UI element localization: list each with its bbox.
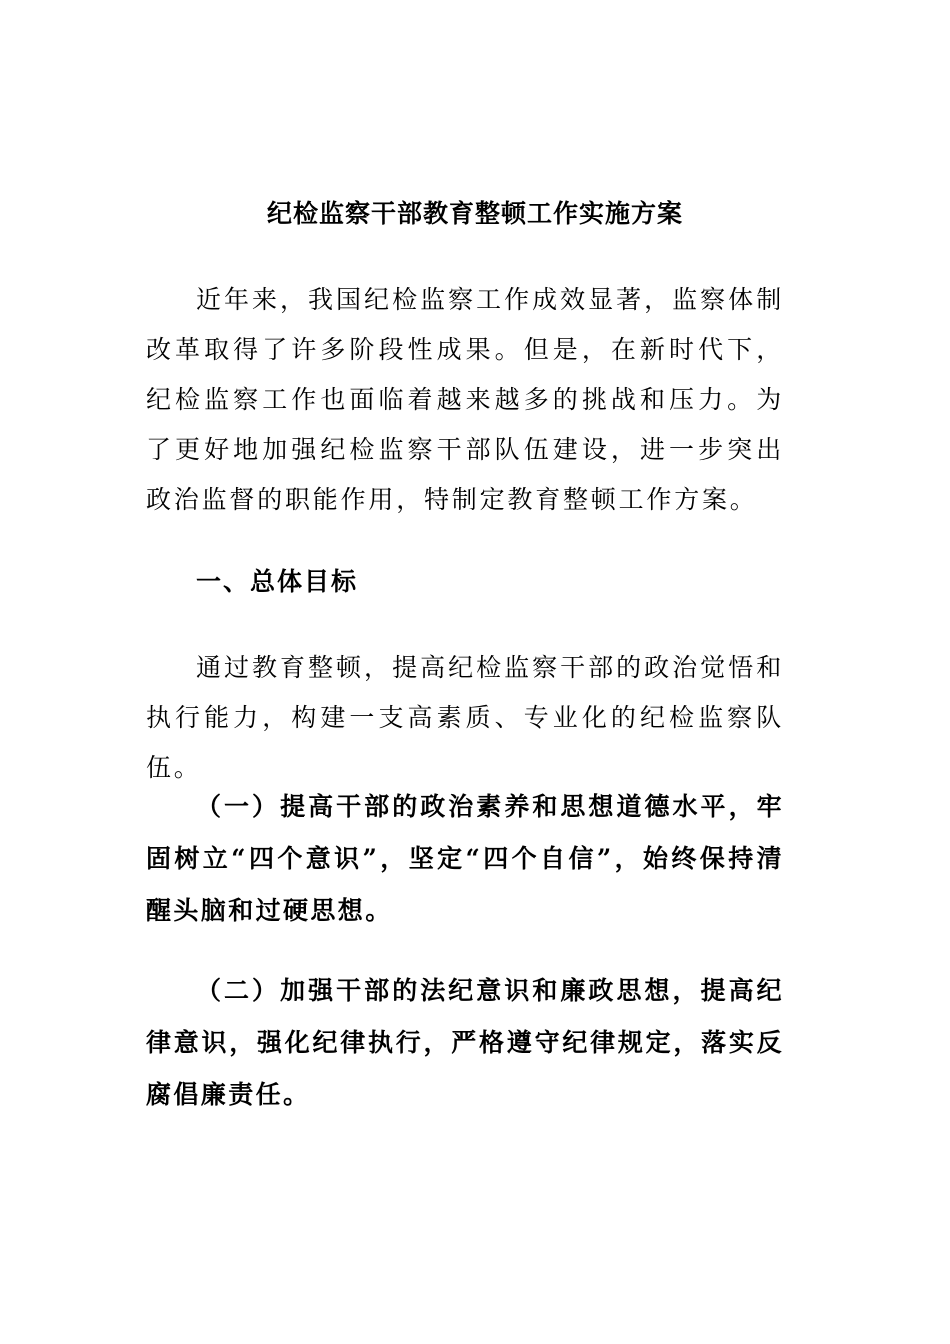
goal-item-2: （二）加强干部的法纪意识和廉政思想，提高纪律意识，强化纪律执行，严格遵守纪律规定，落实反腐倡廉责任。 xyxy=(146,976,784,1109)
goal-paragraph: 通过教育整顿，提高纪检监察干部的政治觉悟和执行能力，构建一支高素质、专业化的纪检监察队伍。 xyxy=(146,653,784,782)
section-heading-overall-goal: 一、总体目标 xyxy=(196,567,359,596)
goal-item-1: （一）提高干部的政治素养和思想道德水平，牢固树立“四个意识”，坚定“四个自信”，始终保持清醒头脑和过硬思想。 xyxy=(146,792,784,925)
intro-paragraph: 近年来，我国纪检监察工作成效显著，监察体制改革取得了许多阶段性成果。但是，在新时代下，纪检监察工作也面临着越来越多的挑战和压力。为了更好地加强纪检监察干部队伍建设，进一步突出政治监督的职能作用，特制定教育整顿工作方案。 xyxy=(146,285,784,514)
document-title: 纪检监察干部教育整顿工作实施方案 xyxy=(266,199,683,228)
